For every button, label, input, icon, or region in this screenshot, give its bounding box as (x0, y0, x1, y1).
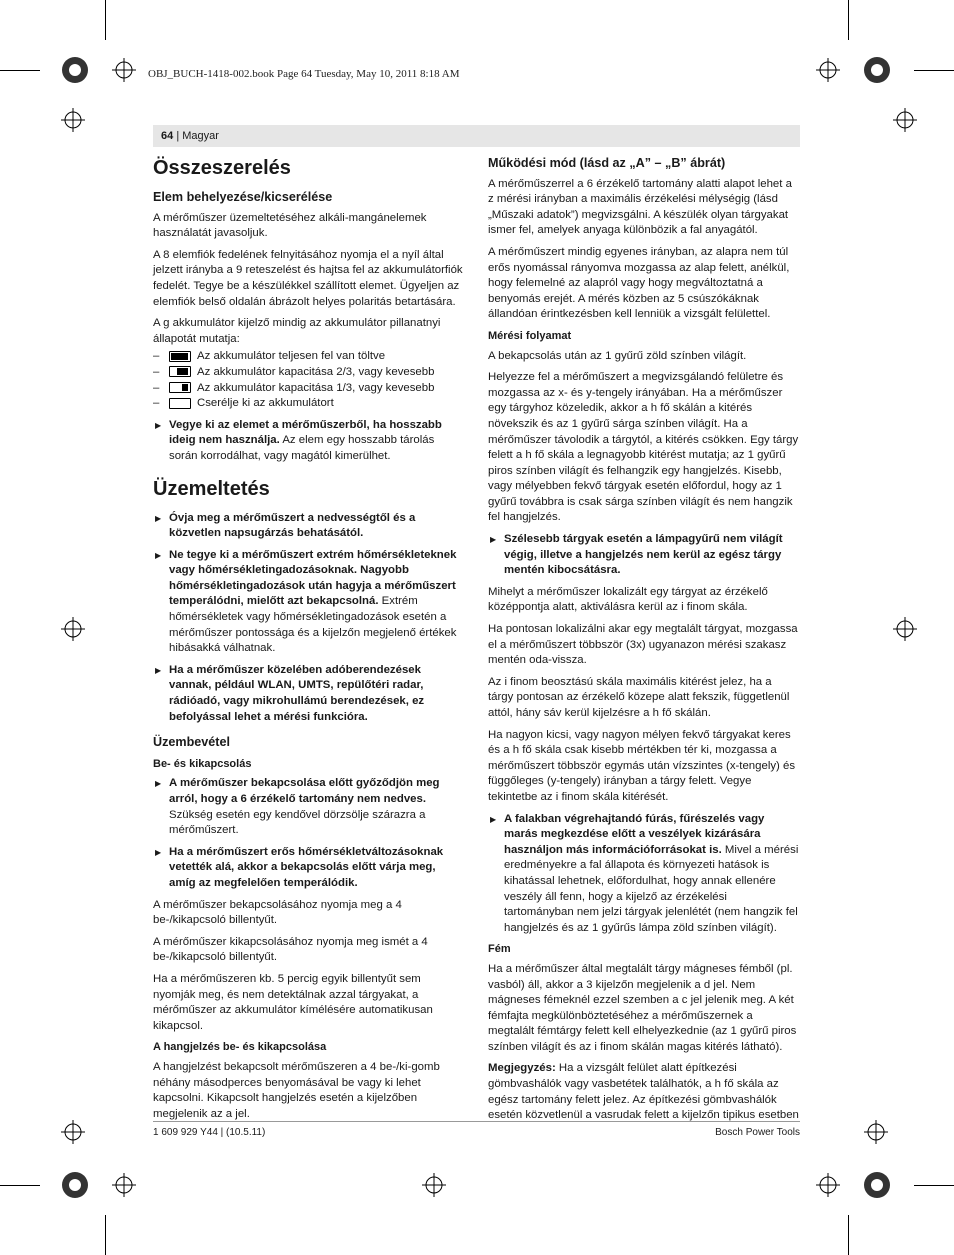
registration-target-icon (60, 55, 90, 85)
paragraph: A hangjelzést bekapcsolt mérőműszeren a 4 be-/ki-gomb néhány másodperces benyomásával be vagy ki lehet kapcsolni. Kikapcsolt hangjelzés esetén a kijelzőben megjelenik az a jel. (153, 1060, 440, 1120)
safety-note: ▶ Vegye ki az elemet a mérőműszerből, ha hosszabb ideig nem használja. Az elem egy hosszabb tárolás során korrodálhat, vagy magától kimerülhet. (153, 418, 464, 465)
page-number: 64 (161, 130, 174, 142)
heading-assembly: Összeszerelés (153, 157, 291, 179)
heading-process: Mérési folyamat (488, 329, 572, 342)
battery-status-item: – Az akkumulátor teljesen fel van töltve (153, 350, 386, 363)
battery-empty-icon (169, 398, 191, 409)
language-label: | Magyar (176, 130, 219, 142)
crosshair-icon (816, 1173, 840, 1197)
paragraph: A g akkumulátor kijelző mindig az akkumulátor pillanatnyi állapotát mutatja: (153, 317, 441, 345)
crosshair-icon (864, 1120, 888, 1144)
crosshair-icon (61, 108, 85, 132)
battery-status-item: – Az akkumulátor kapacitása 1/3, vagy kevesebb (153, 381, 435, 394)
registration-target-icon (862, 55, 892, 85)
right-column (488, 150, 799, 1130)
safety-note: ▶ Ha a mérőműszer közelében adóberendezések vannak, például WLAN, UMTS, repülőtéri radar, rádióadó, vagy mikrohullámú berendezések, ez befolyással lehet a mérési funkcióra. (153, 663, 464, 725)
paragraph: A mérőműszerrel a 6 érzékelő tartomány alatti alapot lehet a z mérési irányban a maximális érzékelési mélységig (lásd „Műszaki adatok”) megvizsgálni. A készülék olyan tárgyakat ismer fel, amelyek anyaga különbözik a fal anyagától. (488, 177, 792, 237)
safety-note: ▶ Ha a mérőműszert erős hőmérsékletváltozásoknak vetették alá, akkor a bekapcsolás előtt várja meg, amíg az megfelelően temperálódik. (153, 845, 464, 892)
safety-note: ▶ Óvja meg a mérőműszert a nedvességtől és a közvetlen napsugárzás behatásától. (153, 511, 464, 542)
heading-operation: Üzemeltetés (153, 477, 270, 500)
battery-full-icon (169, 351, 191, 362)
paragraph: A mérőműszert mindig egyenes irányban, az alapra nem túl erős nyomással rányomva mozgassa az alap felett, anélkül, hogy felemelné az alapról vagy hogy megváltoztatná a benyomás erejét. A mérés közben az 5 csúszókáknak állandóan érintkezésben kell lenniük a vizsgált felülettel. (488, 245, 790, 321)
crop-mark (105, 0, 106, 40)
crop-mark (105, 1215, 106, 1255)
crosshair-icon (816, 58, 840, 82)
battery-two-thirds-icon (169, 366, 191, 377)
paragraph: Ha nagyon kicsi, vagy nagyon mélyen fekvő tárgyakat keres és a h fő skála csak kisebb mértékben tér ki, mozgassa a mérőműszert többször egymás után vízszintes (x-tengely) és függőleges (y-tengely) irányban a tárgy felett. Vegye tekintetbe az i finom skála kitérését. (488, 728, 796, 803)
crosshair-icon (112, 58, 136, 82)
battery-status-item: – Az akkumulátor kapacitása 2/3, vagy kevesebb (153, 365, 435, 378)
paragraph: Ha a mérőműszeren kb. 5 percig egyik billentyűt sem nyomják meg, és nem detektálnak azzal tárgyakat, a mérőműszer az akkumulátor kímélésére automatikusan kikapcsol. (153, 972, 433, 1032)
paragraph: Ha a mérőműszer által megtalált tárgy mágneses fémből (pl. vasból) áll, akkor a 3 kijelzőn megjelenik a d jel. Nem mágneses fémeknél ezzel szemben a c jel jelenik meg. A két fémfajta megkülönböztetéséhez a mérőműszernek a megtalált fémtárgy felett kell elhelyezkednie (az 1 gyűrű piros színben világít és az i finom skálán magas kitérés látható). (488, 962, 797, 1053)
heading-mode: Működési mód (lásd az „A” – „B” ábrát) (488, 156, 726, 170)
heading-startup: Üzembevétel (153, 735, 230, 750)
note-paragraph: Megjegyzés: Ha a vizsgált felület alatt építkezési gömbvashálók vagy vasbetétek találhatók, a h fő skála az egész tartomány felett jelez. Az építkezési gömbvashálók esetén közvetlenül a vasrudak felett a kijelzőn tipikus esetben (488, 1062, 799, 1122)
safety-note: ▶ A mérőműszer bekapcsolása előtt győződjön meg arról, hogy a 6 érzékelő tartomány nem nedves. Szükség esetén egy kendővel dörzsölje szárazra a mérőműszert. (153, 776, 464, 838)
heading-metal: Fém (488, 943, 511, 956)
crop-mark (0, 70, 40, 71)
paragraph: A mérőműszer üzemeltetéséhez alkáli-mangánelemek használatát javasoljuk. (153, 211, 427, 240)
crop-mark (914, 70, 954, 71)
crop-mark (848, 0, 849, 40)
crosshair-icon (61, 617, 85, 641)
crop-mark (0, 1185, 40, 1186)
paragraph: A bekapcsolás után az 1 gyűrű zöld színben világít. (488, 349, 747, 362)
footer-doc-number: 1 609 929 Y44 | (10.5.11) (153, 1127, 266, 1138)
crosshair-icon (893, 617, 917, 641)
safety-note: ▶ Szélesebb tárgyak esetén a lámpagyűrű nem világít végig, illetve a hangjelzés nem kerül az egész tárgy mentén kibocsátásra. (488, 532, 799, 579)
registration-target-icon (60, 1170, 90, 1200)
crosshair-icon (112, 1173, 136, 1197)
registration-target-icon (862, 1170, 892, 1200)
crop-mark (848, 1215, 849, 1255)
heading-sound: A hangjelzés be- és kikapcsolása (153, 1041, 327, 1054)
file-info: OBJ_BUCH-1418-002.book Page 64 Tuesday, May 10, 2011 8:18 AM (148, 68, 460, 80)
paragraph: Helyezze fel a mérőműszert a megvizsgálandó felületre és mozgassa az x- és y-tengely irányában. Ha a mérőműszer egy tárgyhoz közeledik, akkor a h fő skálán a kitérés növekszik és az 1 gyűrű sárga színben világít. Ha a mérőműszer távolodik a tárgytól, a kitérés csökken. Egy tárgy felett a h fő skála a legnagyobb kitérést mutatja; az 1 gyűrű piros színben világít és felhangzik egy hangjelzés. Kisebb, vagy mélyebben fekvő tárgyak esetén előfordul, hogy az 1 gyűrű továbbra is csak sárga színben világít és nem hangzik fel hangjelzés. (488, 371, 799, 524)
paragraph: A mérőműszer bekapcsolásához nyomja meg a 4 be-/kikapcsoló billentyűt. (153, 898, 402, 927)
footer-brand: Bosch Power Tools (715, 1127, 800, 1138)
heading-battery: Elem behelyezése/kicserélése (153, 190, 333, 204)
paragraph: Mihelyt a mérőműszer lokalizált egy tárgyat az érzékelő középpontja alatt, aktiválásra kerül az i finom skála. (488, 585, 768, 614)
crosshair-icon (893, 108, 917, 132)
crosshair-icon (422, 1173, 446, 1197)
paragraph: A mérőműszer kikapcsolásához nyomja meg ismét a 4 be-/kikapcsoló billentyűt. (153, 935, 428, 964)
paragraph: Az i finom beosztású skála maximális kitérést jelez, ha a tárgy pontosan az érzékelő közepe alatt fekszik, függetlenül attól, hány sáv kerül kijelzésre a h fő skálán. (488, 675, 790, 719)
paragraph: Ha pontosan lokalizálni akar egy megtalált tárgyat, mozgassa el a mérőműszert többször (3x) ugyanazon mérési szakasz mentén oda-vissza. (488, 623, 798, 667)
safety-note: ▶ A falakban végrehajtandó fúrás, fűrészelés vagy marás megkezdése előtt a veszélyek kizárására használjon más információforrásokat is. Mivel a mérési eredményekre a fal állapota és környezeti hatások is kihatással lehetnek, előfordulhat, hogy annak ellenére veszély áll fenn, hogy a kijelző az érzékelési tartományban nem jelzi tárgyak jelenlétét (nem hangzik fel hangjelzés és az 1 gyűrűs lámpa zöld színben világít). (488, 812, 799, 937)
crosshair-icon (61, 1120, 85, 1144)
left-column (153, 150, 464, 1128)
safety-note: ▶ Ne tegye ki a mérőműszert extrém hőmérsékleteknek vagy hőmérsékletingadozásoknak. Nagyobb hőmérsékletingadozások után hagyja a mérőműszert temperálódni, mielőtt azt bekapcsolná. Extrém hőmérsékletek vagy hőmérsékletingadozások esetén a mérőműszer pontossága és a kijelzőn megjelenő értékek hibásakká válhatnak. (153, 548, 464, 657)
footer-rule (153, 1121, 800, 1122)
crop-mark (914, 1185, 954, 1186)
heading-on-off: Be- és kikapcsolás (153, 757, 252, 770)
battery-status-item: – Cserélje ki az akkumulátort (153, 397, 334, 410)
page-header-bar (153, 125, 800, 147)
battery-one-third-icon (169, 382, 191, 393)
paragraph: A 8 elemfiók fedelének felnyitásához nyomja el a nyíl által jelzett irányba a 9 reteszelést és hajtsa fel az akkumulátorfiók fedelét. Tegye be a készülékkel szállított elemet. Ügyeljen az elemfiók belső oldalán ábrázolt helyes polaritás betartására. (153, 248, 463, 308)
